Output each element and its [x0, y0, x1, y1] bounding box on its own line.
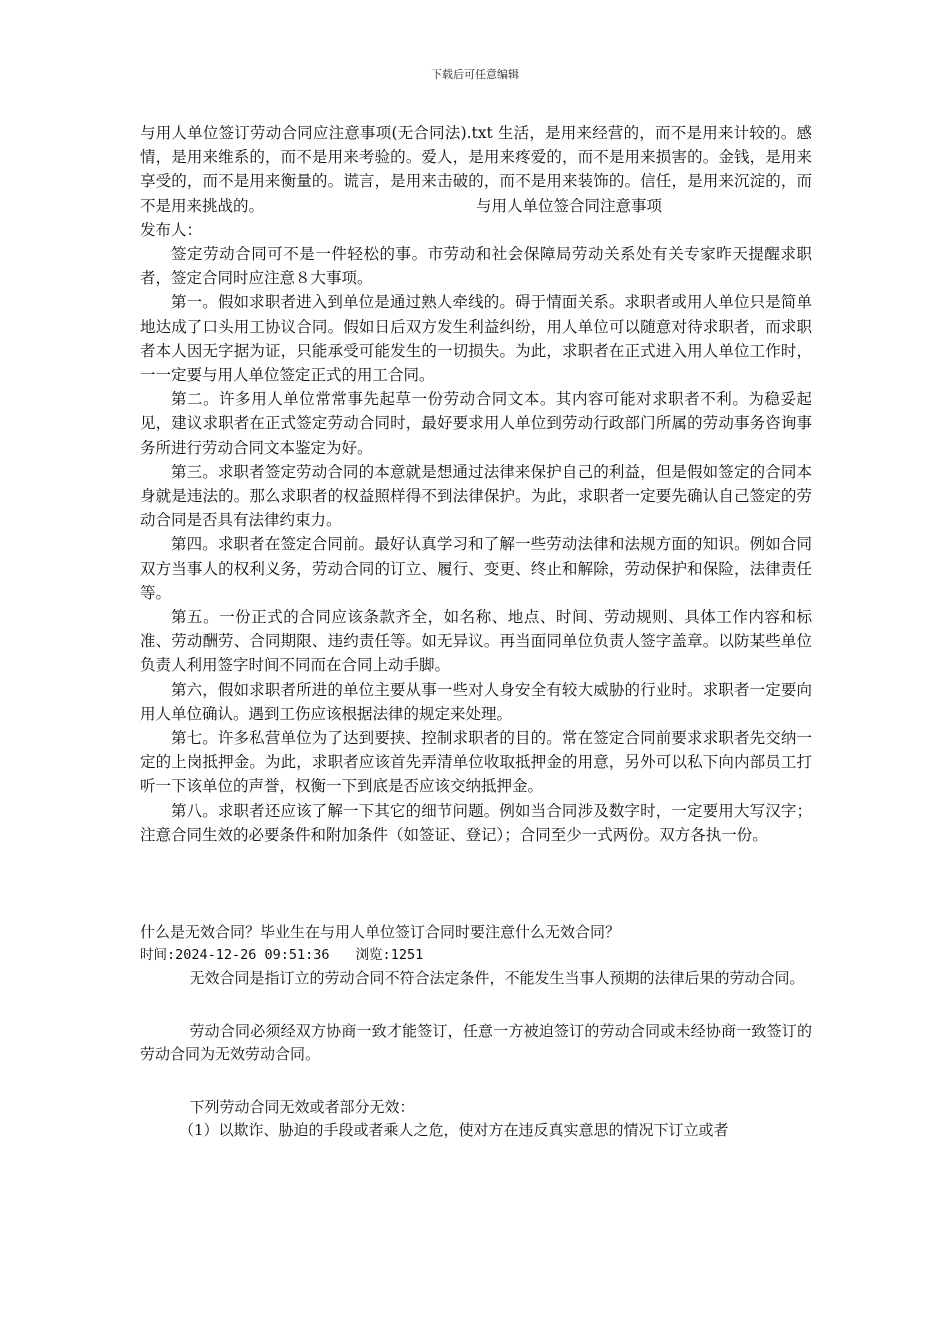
intro-text: 与用人单位签订劳动合同应注意事项(无合同法).txt 生活，是用来经营的，而不是用来计较的。感情，是用来维系的，而不是用来考验的。爱人，是用来疼爱的，而不是用来损害的。金钱，是用来享受的，而不是用来衡量的。谎言，是用来击破的，而不是用来装饰的。信任，是用来沉淀的，而不是用来挑战的。: [140, 124, 812, 215]
item-paragraph: 第六，假如求职者所进的单位主要从事一些对人身安全有较大威胁的行业时。求职者一定要向用人单位确认。遇到工伤应该根据法律的规定来处理。: [140, 680, 812, 723]
publisher-line: 发布人：: [140, 220, 203, 239]
view-count: 浏览:1251: [355, 947, 424, 964]
item-paragraph: 第七。许多私营单位为了达到要挟、控制求职者的目的。常在签定合同前要求求职者先交纳一定的上岗抵押金。为此，求职者应该首先弄清单位收取抵押金的用意，另外可以私下向内部员工打听一下该单位的声誉，权衡一下到底是否应该交纳抵押金。: [140, 729, 812, 796]
article-subtitle: 与用人单位签合同注意事项: [476, 196, 663, 215]
item-paragraph: 第一。假如求职者进入到单位是通过熟人牵线的。碍于情面关系。求职者或用人单位只是简单地达成了口头用工协议合同。假如日后双方发生利益纠纷，用人单位可以随意对待求职者，而求职者本人因无字据为证，只能承受可能发生的一切损失。为此，求职者在正式进入用人单位工作时，一一定要与用人单位签定正式的用工合同。: [140, 293, 812, 385]
page-header: 下载后可任意编辑: [431, 68, 519, 81]
publish-time: 时间:2024-12-26 09:51:36: [140, 947, 330, 964]
blank-line: [140, 1066, 812, 1096]
section-invalid-contracts: [140, 921, 812, 1142]
item-paragraph: 第三。求职者签定劳动合同的本意就是想通过法律来保护自己的利益，但是假如签定的合同本身就是违法的。那么求职者的权益照样得不到法律保护。为此，求职者一定要先确认自己签定的劳动合同是否具有法律约束力。: [140, 462, 812, 530]
item-paragraph: 第八。求职者还应该了解一下其它的细节问题。例如当合同涉及数字时，一定要用大写汉字；注意合同生效的必要条件和附加条件（如签证、登记）；合同至少一式两份。双方各执一份。: [140, 801, 812, 844]
list-intro: 下列劳动合同无效或者部分无效：: [189, 1098, 415, 1117]
item-paragraph: 第二。许多用人单位常常事先起草一份劳动合同文本。其内容可能对求职者不利。为稳妥起见，建议求职者在正式签定劳动合同时，最好要求用人单位到劳动行政部门所属的劳动事务咨询事务所进行劳动合同文本鉴定为好。: [140, 390, 812, 457]
article-intro: [140, 121, 812, 218]
section-title: 什么是无效合同？毕业生在与用人单位签订合同时要注意什么无效合同？: [140, 923, 621, 942]
list-item: （1）以欺诈、胁迫的手段或者乘人之危，使对方在违反真实意思的情况下订立或者: [179, 1121, 729, 1140]
section-spacer: [140, 847, 812, 921]
blank-line: [140, 990, 812, 1020]
document-body: [140, 121, 812, 1142]
meta-line: [140, 944, 812, 967]
lead-paragraph: 签定劳动合同可不是一件轻松的事。市劳动和社会保障局劳动关系处有关专家昨天提醒求职者，签定合同时应注意８大事项。: [140, 245, 812, 288]
item-paragraph: 第五。一份正式的合同应该条款齐全，如名称、地点、时间、劳动规则、具体工作内容和标准、劳动酬劳、合同期限、违约责任等。如无异议。再当面同单位负责人签字盖章。以防某些单位负责人利用签字时间不同而在合同上动手脚。: [140, 608, 812, 675]
item-paragraph: 第四。求职者在签定合同前。最好认真学习和了解一些劳动法律和法规方面的知识。例如合同双方当事人的权利义务，劳动合同的订立、履行、变更、终止和解除，劳动保护和保险，法律责任等。: [140, 535, 812, 602]
definition-paragraph: 无效合同是指订立的劳动合同不符合法定条件，不能发生当事人预期的法律后果的劳动合同。: [189, 969, 805, 988]
consensus-paragraph: 劳动合同必须经双方协商一致才能签订，任意一方被迫签订的劳动合同或未经协商一致签订的劳动合同为无效劳动合同。: [140, 1022, 812, 1064]
